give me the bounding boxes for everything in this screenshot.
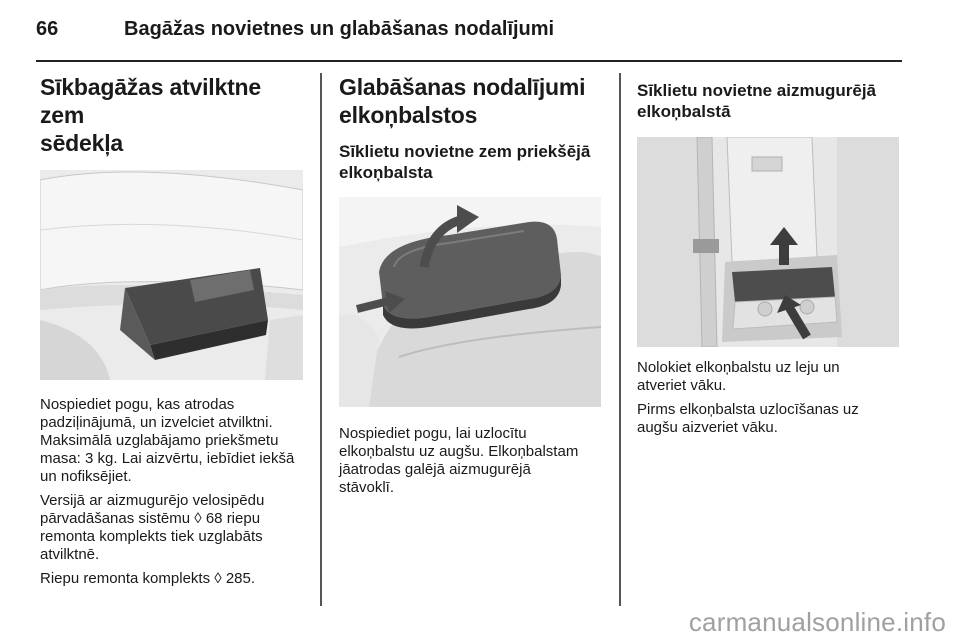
page-reference-icon: ◊: [214, 570, 222, 587]
subsection-heading: Sīklietu novietne zem priekšējā elkoņbalsta: [339, 142, 591, 182]
subsection-heading: Sīklietu novietne aizmugurējā elkoņbalstā: [637, 81, 877, 121]
chapter-title: Bagāžas novietnes un glabāšanas nodalījumi: [124, 18, 555, 40]
page-number: 66: [36, 18, 59, 40]
watermark: carmanualsonline.info: [688, 607, 946, 637]
column-divider-2: [619, 73, 621, 606]
drawer-instructions: Nospiediet pogu, kas atrodas padziļinājumā, un izvelciet atvilktni. Maksimālā uzglabājamo priekšmetu masa: 3 kg. Lai aizvērtu, iebīdiet iekšā un nofiksējiet. Versijā ar aizmugurējo velosipēdu pārvadāšanas sistēmu ◊ 68 riepu remonta komplekts tiek uzglabāts atvilktnē. Riepu remonta komplekts ◊ 285.: [40, 396, 295, 587]
page-header: [36, 18, 916, 46]
column-seat-drawer: [40, 73, 305, 588]
section-heading: Sīkbagāžas atvilktne zem sēdekļa: [40, 74, 261, 156]
column-divider-1: [320, 73, 322, 606]
header-divider: [36, 60, 902, 62]
rear-armrest-instructions: Nolokiet elkoņbalstu uz leju un atveriet vāku. Pirms elkoņbalsta uzlocīšanas uz augšu aizveriet vāku.: [637, 359, 859, 436]
front-armrest-instructions: Nospiediet pogu, lai uzlocītu elkoņbalstu uz augšu. Elkoņbalstam jāatrodas galējā aizmugurējā stāvoklī.: [339, 425, 579, 496]
seat-drawer-illustration: [40, 170, 303, 380]
front-armrest-illustration: [339, 197, 601, 407]
column-armrest-storage: [339, 73, 604, 497]
rear-armrest-illustration: [637, 137, 899, 347]
column-rear-armrest: [637, 73, 902, 437]
page-reference-icon: ◊: [194, 510, 202, 527]
section-heading: Glabāšanas nodalījumi elkoņbalstos: [339, 74, 586, 128]
